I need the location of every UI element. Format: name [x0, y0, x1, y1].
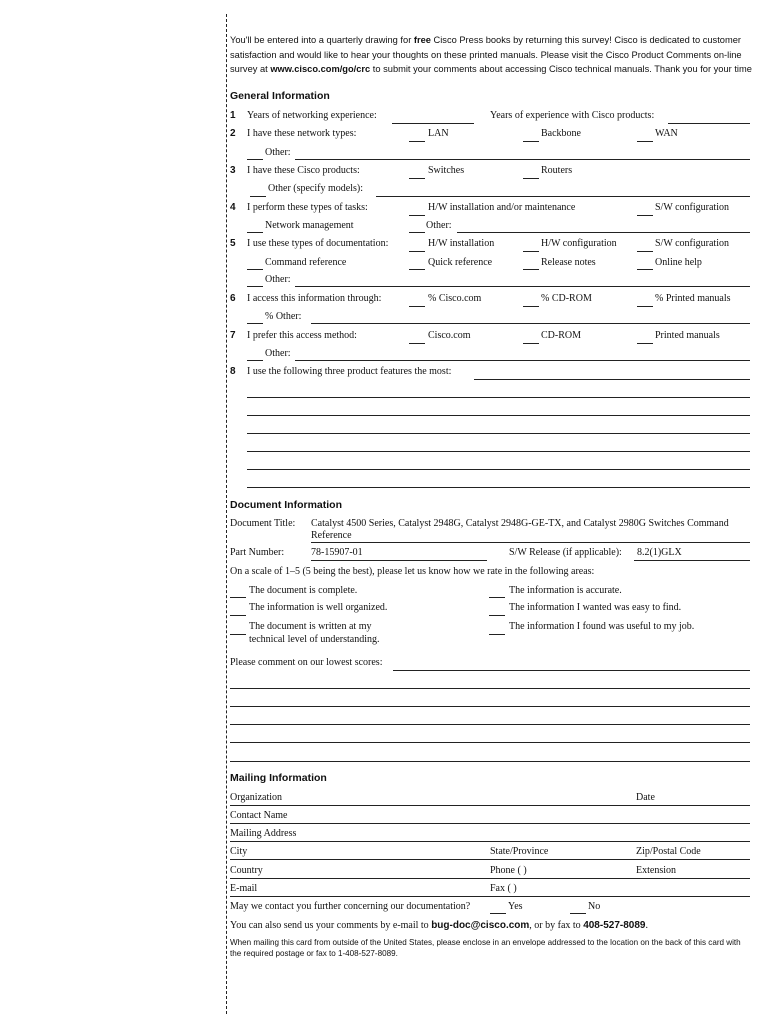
q4-number: 4 [230, 202, 236, 213]
hw-install-doc-checkbox[interactable] [409, 251, 425, 252]
date-label: Date [636, 792, 655, 803]
q8-field-3[interactable] [247, 415, 750, 416]
prefer-cdrom-label: CD-ROM [541, 330, 582, 341]
prefer-cdrom-checkbox[interactable] [523, 343, 539, 344]
hw-install-maint-checkbox[interactable] [409, 215, 425, 216]
mailing-heading: Mailing Information [230, 772, 327, 784]
comment-field-1[interactable] [393, 670, 750, 671]
part-number-field [311, 560, 487, 561]
release-notes-label: Release notes [541, 257, 596, 268]
q1-label2: Years of experience with Cisco products: [490, 110, 655, 121]
hw-config-doc-checkbox[interactable] [523, 251, 539, 252]
rating-easy-find-label: The information I wanted was easy to find. [509, 602, 682, 613]
q1-number: 1 [230, 110, 236, 121]
organization-label: Organization [230, 792, 283, 803]
q2-other-label: Other: [265, 147, 291, 158]
rating-accurate-label: The information is accurate. [509, 585, 622, 596]
q3-other-checkbox[interactable] [250, 196, 266, 197]
lan-label: LAN [428, 128, 449, 139]
network-mgmt-checkbox[interactable] [247, 232, 263, 233]
part-number-label: Part Number: [230, 547, 285, 558]
rating-complete-label: The document is complete. [249, 585, 358, 596]
contact-yes-label: Yes [508, 901, 523, 912]
q5-other-field[interactable] [295, 286, 750, 287]
prefer-printed-checkbox[interactable] [637, 343, 653, 344]
email-label: E-mail [230, 883, 258, 894]
q2-other-checkbox[interactable] [247, 159, 263, 160]
q7-other-field[interactable] [295, 360, 750, 361]
state-label: State/Province [490, 846, 549, 857]
doc-title-line1: Catalyst 4500 Series, Catalyst 2948G, Catalyst 2948G-GE-TX, and Catalyst 2980G Switches Command [311, 518, 729, 529]
doc-title-label: Document Title: [230, 518, 296, 529]
routers-checkbox[interactable] [523, 178, 539, 179]
q8-field-6[interactable] [247, 469, 750, 470]
extension-label: Extension [636, 865, 676, 876]
q3-number: 3 [230, 165, 236, 176]
q8-field-2[interactable] [247, 397, 750, 398]
sw-config-doc-checkbox[interactable] [637, 251, 653, 252]
country-field[interactable] [230, 878, 750, 879]
sw-release-field [634, 560, 750, 561]
q8-field-7[interactable] [247, 487, 750, 488]
email-field[interactable] [230, 896, 750, 897]
fax-label: Fax ( ) [490, 883, 517, 894]
q4-other-field[interactable] [457, 232, 750, 233]
rating-level-label-1: The document is written at my [249, 621, 372, 632]
q1-field[interactable] [392, 123, 474, 124]
sw-config-doc-label: S/W configuration [655, 238, 729, 249]
switches-checkbox[interactable] [409, 178, 425, 179]
intro-text: You'll be entered into a quarterly drawing for free Cisco Press books by returning this survey! Cisco is dedicated to customer satisfaction and would like to hear your thoughts on these printed manuals. Please visit the Cisco Product Comments on-line survey at www.cisco.com/go/crc to submit your comments about accessing Cisco technical manuals. Thank you for your time [230, 35, 752, 74]
mailing-note: When mailing this card from outside of the United States, please enclose in an envelope addressed to the location on the back of this card with the required postage or fax to 1-408-527-8089. [230, 938, 741, 958]
city-label: City [230, 846, 248, 857]
q6-label: I access this information through: [247, 293, 382, 304]
contact-name-label: Contact Name [230, 810, 288, 821]
cut-line [226, 14, 227, 1014]
sw-release-value: 8.2(1)GLX [637, 547, 682, 558]
comment-field-3[interactable] [230, 706, 750, 707]
contact-no-label: No [588, 901, 601, 912]
contact-no-checkbox[interactable] [570, 913, 586, 914]
q4-other-checkbox[interactable] [409, 232, 425, 233]
q5-label: I use these types of documentation: [247, 238, 389, 249]
q5-other-checkbox[interactable] [247, 286, 263, 287]
q3-label: I have these Cisco products: [247, 165, 360, 176]
release-notes-checkbox[interactable] [523, 269, 539, 270]
access-printed-checkbox[interactable] [637, 306, 653, 307]
prefer-printed-label: Printed manuals [655, 330, 720, 341]
contact-name-field[interactable] [230, 823, 750, 824]
q1-cisco-field[interactable] [668, 123, 750, 124]
part-number-value: 78-15907-01 [311, 547, 363, 558]
hw-install-maint-label: H/W installation and/or maintenance [428, 202, 576, 213]
q2-other-field[interactable] [295, 159, 750, 160]
rating-complete-field[interactable] [230, 597, 246, 598]
q8-label: I use the following three product features the most: [247, 366, 452, 377]
comment-field-2[interactable] [230, 688, 750, 689]
mailing-address-field[interactable] [230, 841, 750, 842]
comment-label: Please comment on our lowest scores: [230, 657, 383, 668]
hw-config-doc-label: H/W configuration [541, 238, 617, 249]
q7-number: 7 [230, 330, 236, 341]
q8-field-5[interactable] [247, 451, 750, 452]
q1-label: Years of networking experience: [247, 110, 377, 121]
access-cdrom-label: % CD-ROM [541, 293, 592, 304]
contact-yes-checkbox[interactable] [490, 913, 506, 914]
backbone-checkbox[interactable] [523, 141, 539, 142]
switches-label: Switches [428, 165, 465, 176]
backbone-label: Backbone [541, 128, 581, 139]
wan-label: WAN [655, 128, 678, 139]
rating-easy-find-field[interactable] [489, 615, 505, 616]
doc-title-field [311, 542, 750, 543]
q5-other-label: Other: [265, 274, 291, 285]
rating-level-label-2: technical level of understanding. [249, 634, 380, 645]
general-heading: General Information [230, 90, 330, 102]
scale-text: On a scale of 1–5 (5 being the best), please let us know how we rate in the following areas: [230, 566, 595, 577]
rating-accurate-field[interactable] [489, 597, 505, 598]
lan-checkbox[interactable] [409, 141, 425, 142]
routers-label: Routers [541, 165, 573, 176]
online-help-label: Online help [655, 257, 702, 268]
access-printed-label: % Printed manuals [655, 293, 731, 304]
rating-organized-label: The information is well organized. [249, 602, 388, 613]
q6-other-label: % Other: [265, 311, 302, 322]
city-field[interactable] [230, 859, 750, 860]
online-help-checkbox[interactable] [637, 269, 653, 270]
sw-release-label: S/W Release (if applicable): [509, 547, 622, 558]
quick-ref-checkbox[interactable] [409, 269, 425, 270]
prefer-cisco-label: Cisco.com [428, 330, 471, 341]
q6-other-field[interactable] [311, 323, 750, 324]
send-comments-text: You can also send us your comments by e-mail to bug-doc@cisco.com, or by fax to 408-527-8089. [230, 920, 648, 931]
zip-label: Zip/Postal Code [636, 846, 701, 857]
organization-field[interactable] [230, 805, 750, 806]
hw-install-doc-label: H/W installation [428, 238, 495, 249]
q8-field-1[interactable] [474, 379, 750, 380]
q2-number: 2 [230, 128, 236, 139]
rating-organized-field[interactable] [230, 615, 246, 616]
access-cisco-label: % Cisco.com [428, 293, 482, 304]
q7-other-label: Other: [265, 348, 291, 359]
q2-label: I have these network types: [247, 128, 357, 139]
command-ref-label: Command reference [265, 257, 347, 268]
mailing-address-label: Mailing Address [230, 828, 297, 839]
sw-config-task-label: S/W configuration [655, 202, 729, 213]
document-heading: Document Information [230, 499, 342, 511]
phone-label: Phone ( ) [490, 865, 527, 876]
doc-title-line2: Reference [311, 530, 352, 541]
comment-field-4[interactable] [230, 724, 750, 725]
wan-checkbox[interactable] [637, 141, 653, 142]
access-cdrom-checkbox[interactable] [523, 306, 539, 307]
q7-label: I prefer this access method: [247, 330, 357, 341]
q6-other-checkbox[interactable] [247, 323, 263, 324]
q8-number: 8 [230, 366, 236, 377]
rating-useful-field[interactable] [489, 634, 505, 635]
contact-question: May we contact you further concerning our documentation? [230, 901, 471, 912]
q8-field-4[interactable] [247, 433, 750, 434]
access-cisco-checkbox[interactable] [409, 306, 425, 307]
comment-field-5[interactable] [230, 742, 750, 743]
sw-config-task-checkbox[interactable] [637, 215, 653, 216]
network-mgmt-label: Network management [265, 220, 354, 231]
q4-other-label: Other: [426, 220, 452, 231]
prefer-cisco-checkbox[interactable] [409, 343, 425, 344]
q3-other-label: Other (specify models): [268, 183, 363, 194]
q3-other-field[interactable] [376, 196, 750, 197]
country-label: Country [230, 865, 263, 876]
q6-number: 6 [230, 293, 236, 304]
comment-field-6[interactable] [230, 761, 750, 762]
rating-level-field[interactable] [230, 634, 246, 635]
rating-useful-label: The information I found was useful to my job. [509, 621, 695, 632]
q5-number: 5 [230, 238, 236, 249]
quick-ref-label: Quick reference [428, 257, 493, 268]
command-ref-checkbox[interactable] [247, 269, 263, 270]
q4-label: I perform these types of tasks: [247, 202, 368, 213]
q7-other-checkbox[interactable] [247, 360, 263, 361]
